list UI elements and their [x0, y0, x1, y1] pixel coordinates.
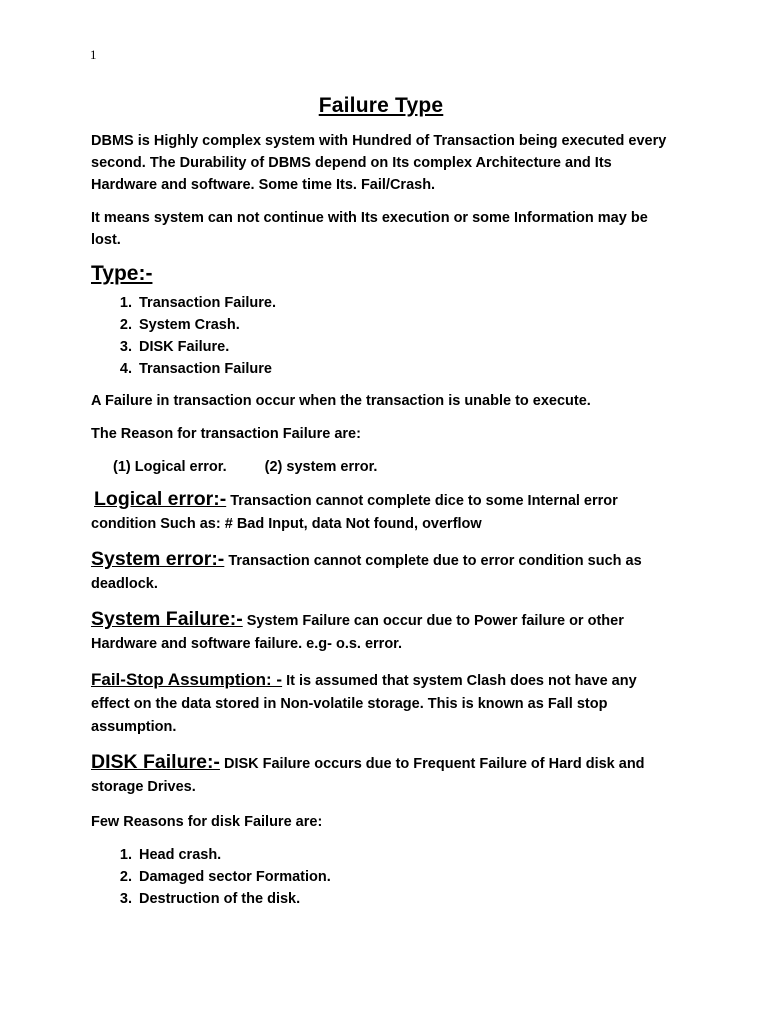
- system-failure-term: System Failure:-: [91, 608, 243, 630]
- disk-failure-term: DISK Failure:-: [91, 751, 220, 773]
- reason-options: [113, 456, 671, 478]
- reason-logical: (1) Logical error.: [113, 459, 227, 475]
- reason-system: (2) system error.: [264, 459, 378, 475]
- reason-intro: The Reason for transaction Failure are:: [91, 426, 361, 442]
- system-error-term: System error:-: [91, 548, 225, 570]
- logical-error-section: [91, 488, 671, 536]
- failure-type-list: [91, 292, 671, 380]
- disk-reason-list: [91, 844, 671, 910]
- disk-failure-section: [91, 751, 671, 799]
- intro-paragraph-1: DBMS is Highly complex system with Hundred of Transaction being executed every second. The Durability of DBMS depend on Its complex Architecture and Its Hardware and software. Some time Its. Fail/Crash.: [91, 133, 667, 193]
- page-title: Failure Type: [318, 94, 444, 117]
- list-item: 4. Transaction Failure: [136, 358, 671, 380]
- disk-failure-text: DISK Failure occurs due to Frequent Failure of Hard disk and storage Drives.: [91, 756, 645, 795]
- list-item: 2. Damaged sector Formation.: [136, 866, 671, 888]
- list-item: 2. System Crash.: [136, 314, 671, 336]
- page-number: 1: [90, 47, 97, 62]
- system-error-text: Transaction cannot complete due to error condition such as deadlock.: [91, 553, 642, 592]
- transaction-failure-definition: A Failure in transaction occur when the transaction is unable to execute.: [91, 393, 591, 409]
- intro-paragraph-2: It means system can not continue with Its execution or some Information may be lost.: [91, 210, 648, 248]
- logical-error-term: Logical error:-: [94, 488, 227, 510]
- list-item: 1. Transaction Failure.: [136, 292, 671, 314]
- list-item: 1. Head crash.: [136, 844, 671, 866]
- fail-stop-section: [91, 668, 671, 739]
- system-failure-text: System Failure can occur due to Power failure or other Hardware and software failure. e.g- o.s. error.: [91, 613, 624, 652]
- type-heading: Type:-: [91, 262, 153, 285]
- fail-stop-text: It is assumed that system Clash does not have any effect on the data stored in Non-volatile storage. This is known as Fall stop assumption.: [91, 673, 637, 735]
- disk-reason-intro: Few Reasons for disk Failure are:: [91, 814, 323, 830]
- fail-stop-term: Fail-Stop Assumption: -: [91, 670, 283, 689]
- system-error-section: [91, 548, 671, 596]
- logical-error-text: Transaction cannot complete dice to some Internal error condition Such as: # Bad Input, data Not found, overflow: [91, 493, 618, 532]
- list-item: 3. DISK Failure.: [136, 336, 671, 358]
- system-failure-section: [91, 608, 671, 656]
- list-item: 3. Destruction of the disk.: [136, 888, 671, 910]
- document-body: [91, 94, 671, 920]
